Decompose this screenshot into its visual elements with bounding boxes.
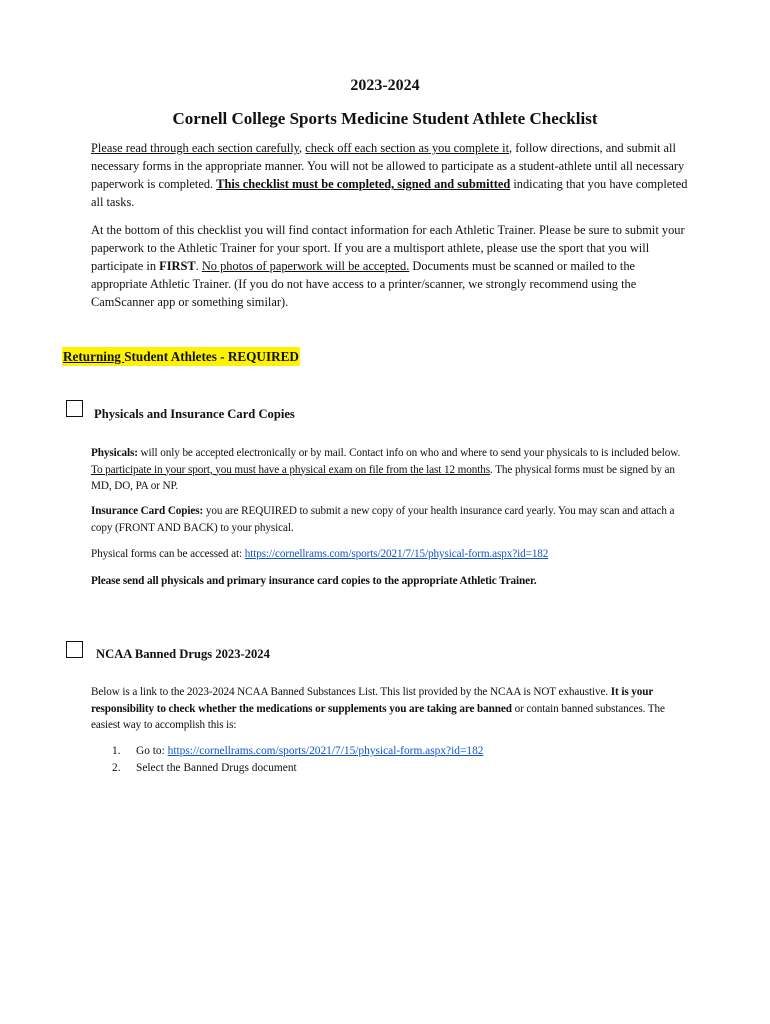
- emphasis-text: This checklist must be completed, signed and submitted: [216, 177, 511, 191]
- intro-paragraph-1: Please read through each section carefully, check off each section as you complete it, follow directions, and submit all necessary forms in the appropriate manner. You will not be allowed to participate as a student-athlete until all necessary paperwork is completed. This checklist must be completed, signed and submitted indicating that you have completed all tasks.: [91, 141, 688, 209]
- insurance-paragraph: Insurance Card Copies: you are REQUIRED to submit a new copy of your health insurance card yearly. You may scan and attach a copy (FRONT AND BACK) to your physical.: [91, 505, 675, 534]
- ncaa-paragraph: Below is a link to the 2023-2024 NCAA Banned Substances List. This list provided by the NCAA is NOT exhaustive. It is your responsibility to check whether the medications or supplements you are taking are banned or contain banned substances. The easiest way to accomplish this is:: [91, 686, 665, 731]
- send-physicals-note: Please send all physicals and primary insurance card copies to the appropriate Athletic Trainer.: [91, 575, 537, 587]
- physical-forms-line: Physical forms can be accessed at: https://cornellrams.com/sports/2021/7/15/physical-form.aspx?id=182: [91, 548, 549, 560]
- underlined-instruction: Please read through each section carefully: [91, 141, 300, 155]
- underlined-instruction: check off each section as you complete it: [305, 141, 510, 155]
- physical-forms-link[interactable]: https://cornellrams.com/sports/2021/7/15/physical-form.aspx?id=182: [244, 548, 549, 560]
- banned-drugs-link[interactable]: https://cornellrams.com/sports/2021/7/15/physical-form.aspx?id=182: [167, 745, 484, 757]
- physicals-section-title: Physicals and Insurance Card Copies: [94, 407, 295, 421]
- intro-paragraph-2: At the bottom of this checklist you will find contact information for each Athletic Trainer. Please be sure to submit your paperwork to the Athletic Trainer for your sport. If you are a multisport athlete, please use the sport that you will participate in FIRST. No photos of paperwork will be accepted. Documents must be scanned or mailed to the appropriate Athletic Trainer. (If you do not have access to a printer/scanner, we strongly recommend using the CamScanner app or something similar).: [91, 223, 685, 309]
- list-item: 2. Select the Banned Drugs document: [112, 761, 297, 774]
- physicals-paragraph: Physicals: will only be accepted electronically or by mail. Contact info on who and where to send your physicals to is included below. To participate in your sport, you must have a physical exam on file from the last 12 months. The physical forms must be signed by an MD, DO, PA or NP.: [91, 447, 681, 492]
- section-heading-returning: Returning Student Athletes - REQUIRED: [63, 349, 299, 364]
- ncaa-section-title: NCAA Banned Drugs 2023-2024: [96, 647, 270, 661]
- underlined-notice: No photos of paperwork will be accepted.: [201, 259, 410, 273]
- document-title: Cornell College Sports Medicine Student Athlete Checklist: [172, 109, 598, 128]
- ncaa-steps-list: [112, 743, 483, 776]
- list-item: 1. Go to: https://cornellrams.com/sports/2021/7/15/physical-form.aspx?id=182: [112, 745, 484, 757]
- ncaa-checkbox[interactable]: [66, 641, 83, 658]
- document-year: 2023-2024: [350, 77, 420, 94]
- physicals-checkbox[interactable]: [66, 400, 83, 417]
